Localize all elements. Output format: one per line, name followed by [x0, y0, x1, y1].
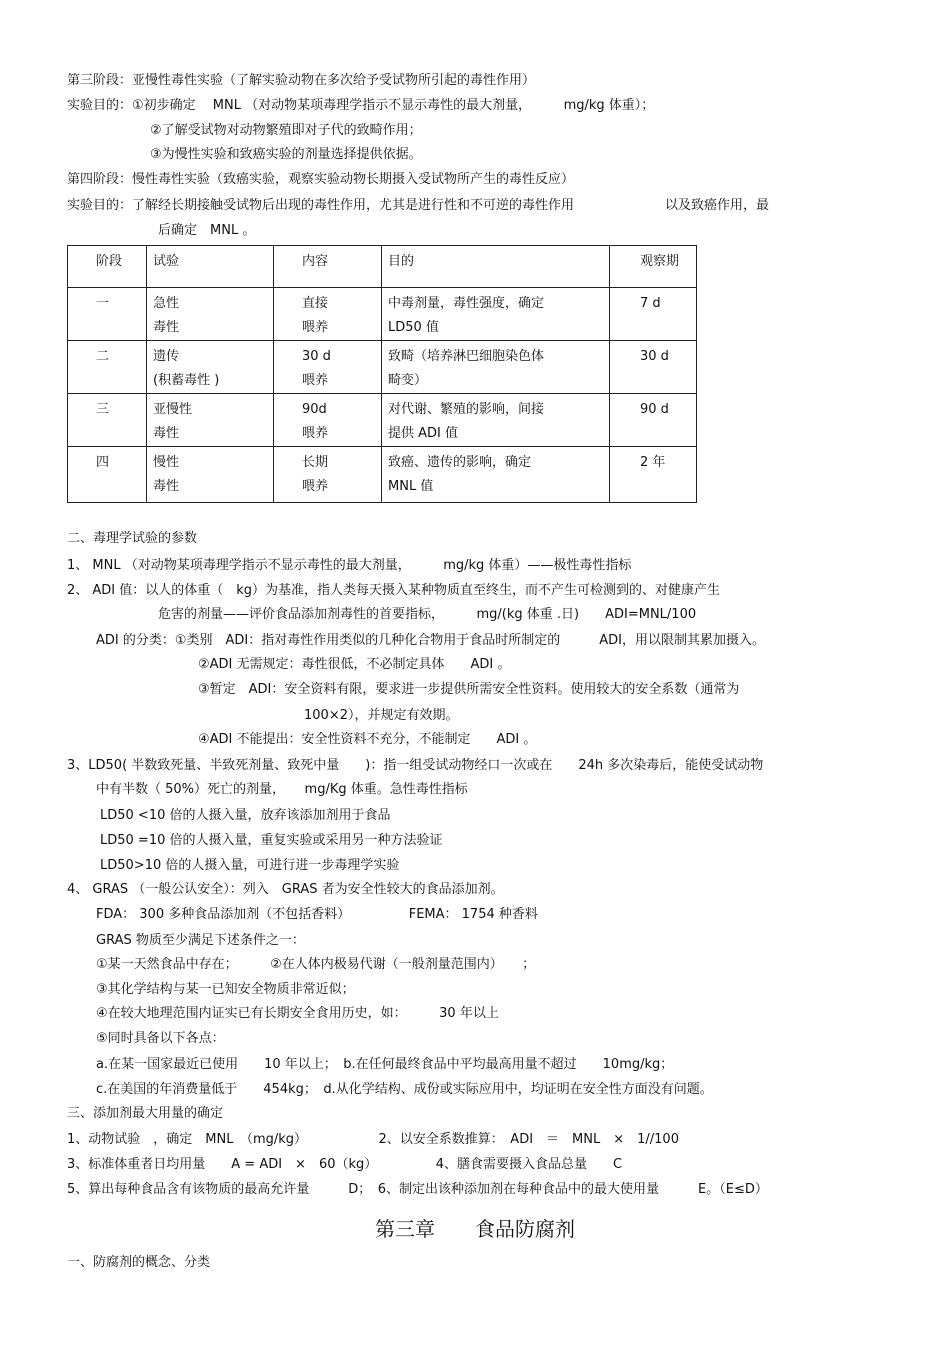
table-cell-text: LD50 值: [388, 320, 439, 335]
text-line: ④在较大地理范围内证实已有长期安全食用历史，如： 30 年以上: [96, 1006, 499, 1021]
text-line: 4、 GRAS （一般公认安全）：列入 GRAS 者为安全性较大的食品添加剂。: [67, 882, 504, 897]
text-line: 第三阶段：亚慢性毒性实验（了解实验动物在多次给予受试物所引起的毒性作用）: [67, 73, 536, 88]
table-header-row: [68, 246, 697, 288]
text-line: 1、 MNL （对动物某项毒理学指示不显示毒性的最大剂量， mg/kg 体重）——极性毒性指标: [67, 558, 632, 573]
text-line: GRAS 物质至少满足下述条件之一：: [96, 933, 305, 948]
text-line: 实验目的：①初步确定 MNL （对动物某项毒理学指示不显示毒性的最大剂量， mg/kg 体重）；: [67, 98, 655, 113]
table-cell: [274, 288, 382, 341]
text-line: a.在某一国家最近已使用 10 年以上； b.在任何最终食品中平均最高用量不超过 10mg/kg；: [96, 1057, 674, 1072]
section-heading: 三、添加剂最大用量的确定: [67, 1106, 224, 1121]
text-line: 中有半数（ 50%）死亡的剂量， mg/Kg 体重。急性毒性指标: [96, 782, 468, 797]
table-cell: [382, 447, 610, 503]
table-cell-text: 毒性: [153, 479, 180, 494]
table-cell-text: (积蓄毒性 ): [153, 373, 220, 388]
toxicity-stage-table: [67, 245, 697, 503]
table-cell: [274, 394, 382, 447]
table-cell: [147, 394, 274, 447]
table-cell: [68, 394, 147, 447]
table-cell-text: MNL 值: [388, 479, 434, 494]
text-line: 3、标准体重者日均用量 A = ADI × 60（kg） 4、膳食需要摄入食品总量 C: [67, 1157, 623, 1172]
table-cell-text: 90 d: [640, 402, 669, 417]
text-line: ③为慢性实验和致癌实验的剂量选择提供依据。: [150, 147, 422, 162]
text-line: 5、算出每种食品含有该物质的最高允许量 D； 6、制定出该种添加剂在每种食品中的最大使用量 E。（E≤D）: [67, 1182, 768, 1197]
table-cell-text: 慢性: [153, 455, 180, 470]
table-header-cell: 试验: [147, 246, 274, 288]
table-cell-text: 7 d: [640, 296, 661, 311]
text-line: ②了解受试物对动物繁殖即对子代的致畸作用；: [150, 123, 422, 138]
text-line: ADI 的分类：①类别 ADI：指对毒性作用类似的几种化合物用于食品时所制定的 ADI，用以限制其累加摄入。: [96, 633, 765, 648]
table-cell-text: 毒性: [153, 426, 180, 441]
table-cell: [147, 341, 274, 394]
text-line: 后确定 MNL 。: [158, 223, 256, 238]
table-cell-text: 30 d: [302, 349, 331, 364]
table-header-cell: 阶段: [68, 246, 147, 288]
table-cell-text: 致畸（培养淋巴细胞染色体: [388, 349, 545, 364]
text-line: 1、动物试验 ，确定 MNL （mg/kg） 2、以安全系数推算： ADI ＝ MNL × 1//100: [67, 1132, 679, 1147]
table-cell: [610, 341, 697, 394]
table-cell-text: 喂养: [302, 426, 329, 441]
text-line: 第四阶段：慢性毒性实验（致癌实验，观察实验动物长期摄入受试物所产生的毒性反应）: [67, 172, 575, 187]
table-cell-text: 30 d: [640, 349, 669, 364]
table-cell-text: 提供 ADI 值: [388, 426, 459, 441]
text-line: 2、 ADI 值：以人的体重（ kg）为基准，指人类每天摄入某种物质直至终生，而不产生可检测到的、对健康产生: [67, 583, 721, 598]
table-cell-text: 喂养: [302, 320, 329, 335]
table-cell: [274, 341, 382, 394]
text-line: c.在美国的年消费量低于 454kg； d.从化学结构、成份或实际应用中，均证明在安全性方面没有问题。: [96, 1082, 713, 1097]
table-cell: [382, 288, 610, 341]
table-cell: [382, 341, 610, 394]
table-cell: [610, 288, 697, 341]
text-line: ③其化学结构与某一已知安全物质非常近似；: [96, 982, 355, 997]
table-header-cell: 观察期: [610, 246, 697, 288]
table-cell: [274, 447, 382, 503]
table-cell-text: 对代谢、繁殖的影响，间接: [388, 402, 545, 417]
table-cell-text: 喂养: [302, 373, 329, 388]
text-line: ④ADI 不能提出：安全性资料不充分，不能制定 ADI 。: [198, 732, 537, 747]
chapter-title: 第三章 食品防腐剂: [375, 1217, 575, 1241]
table-cell-text: 毒性: [153, 320, 180, 335]
text-line: ①某一天然食品中存在； ②在人体内极易代谢（一般剂量范围内） ；: [96, 957, 536, 972]
table-cell-text: 长期: [302, 455, 329, 470]
table-cell-text: 一: [96, 296, 110, 311]
table-row: [68, 288, 697, 341]
table-cell-text: 急性: [153, 296, 180, 311]
section-heading: 一、防腐剂的概念、分类: [67, 1255, 211, 1270]
table-cell-text: 中毒剂量，毒性强度，确定: [388, 296, 545, 311]
table-cell-text: 致癌、遗传的影响，确定: [388, 455, 532, 470]
table-cell-text: 遗传: [153, 349, 180, 364]
table-row: [68, 394, 697, 447]
table-cell-text: 90d: [302, 402, 327, 417]
table-cell: [68, 288, 147, 341]
table-header-cell: 目的: [382, 246, 610, 288]
text-line: FDA： 300 多种食品添加剂（不包括香料） FEMA： 1754 种香料: [96, 907, 538, 922]
text-line: 3、LD50( 半数致死量、半致死剂量、致死中量 )：指一组受试动物经口一次或在 24h 多次染毒后，能使受试动物: [67, 758, 764, 773]
text-line: ③暂定 ADI：安全资料有限，要求进一步提供所需安全性资料。使用较大的安全系数（通常为: [198, 682, 740, 697]
table-row: [68, 341, 697, 394]
table-header-cell: 内容: [274, 246, 382, 288]
table-cell-text: 畸变）: [388, 373, 428, 388]
text-line: 100×2），并规定有效期。: [304, 708, 459, 723]
text-line: 危害的剂量——评价食品添加剂毒性的首要指标， mg/(kg 体重 .日) ADI=MNL/100: [158, 607, 697, 622]
table-cell-text: 2 年: [640, 455, 666, 470]
table-cell: [610, 394, 697, 447]
table-cell-text: 三: [96, 402, 110, 417]
text-line: LD50 <10 倍的人摄入量，放弃该添加剂用于食品: [100, 808, 391, 823]
table-cell: [610, 447, 697, 503]
table-cell: [68, 341, 147, 394]
table-cell-text: 直接: [302, 296, 329, 311]
table-cell: [68, 447, 147, 503]
text-line: LD50>10 倍的人摄入量，可进行进一步毒理学实验: [100, 858, 400, 873]
section-heading: 二、毒理学试验的参数: [67, 531, 198, 546]
text-line: 实验目的：了解经长期接触受试物后出现的毒性作用，尤其是进行性和不可逆的毒性作用 以及致癌作用，最: [67, 198, 770, 213]
table-cell-text: 亚慢性: [153, 402, 193, 417]
table-cell-text: 四: [96, 455, 110, 470]
table-cell-text: 喂养: [302, 479, 329, 494]
table-cell-text: 二: [96, 349, 110, 364]
table-cell: [147, 288, 274, 341]
text-line: ⑤同时具备以下各点：: [96, 1031, 225, 1046]
table-cell: [382, 394, 610, 447]
table-cell: [147, 447, 274, 503]
text-line: ②ADI 无需规定：毒性很低，不必制定具体 ADI 。: [198, 657, 511, 672]
table-row: [68, 447, 697, 503]
text-line: LD50 =10 倍的人摄入量，重复实验或采用另一种方法验证: [100, 833, 443, 848]
